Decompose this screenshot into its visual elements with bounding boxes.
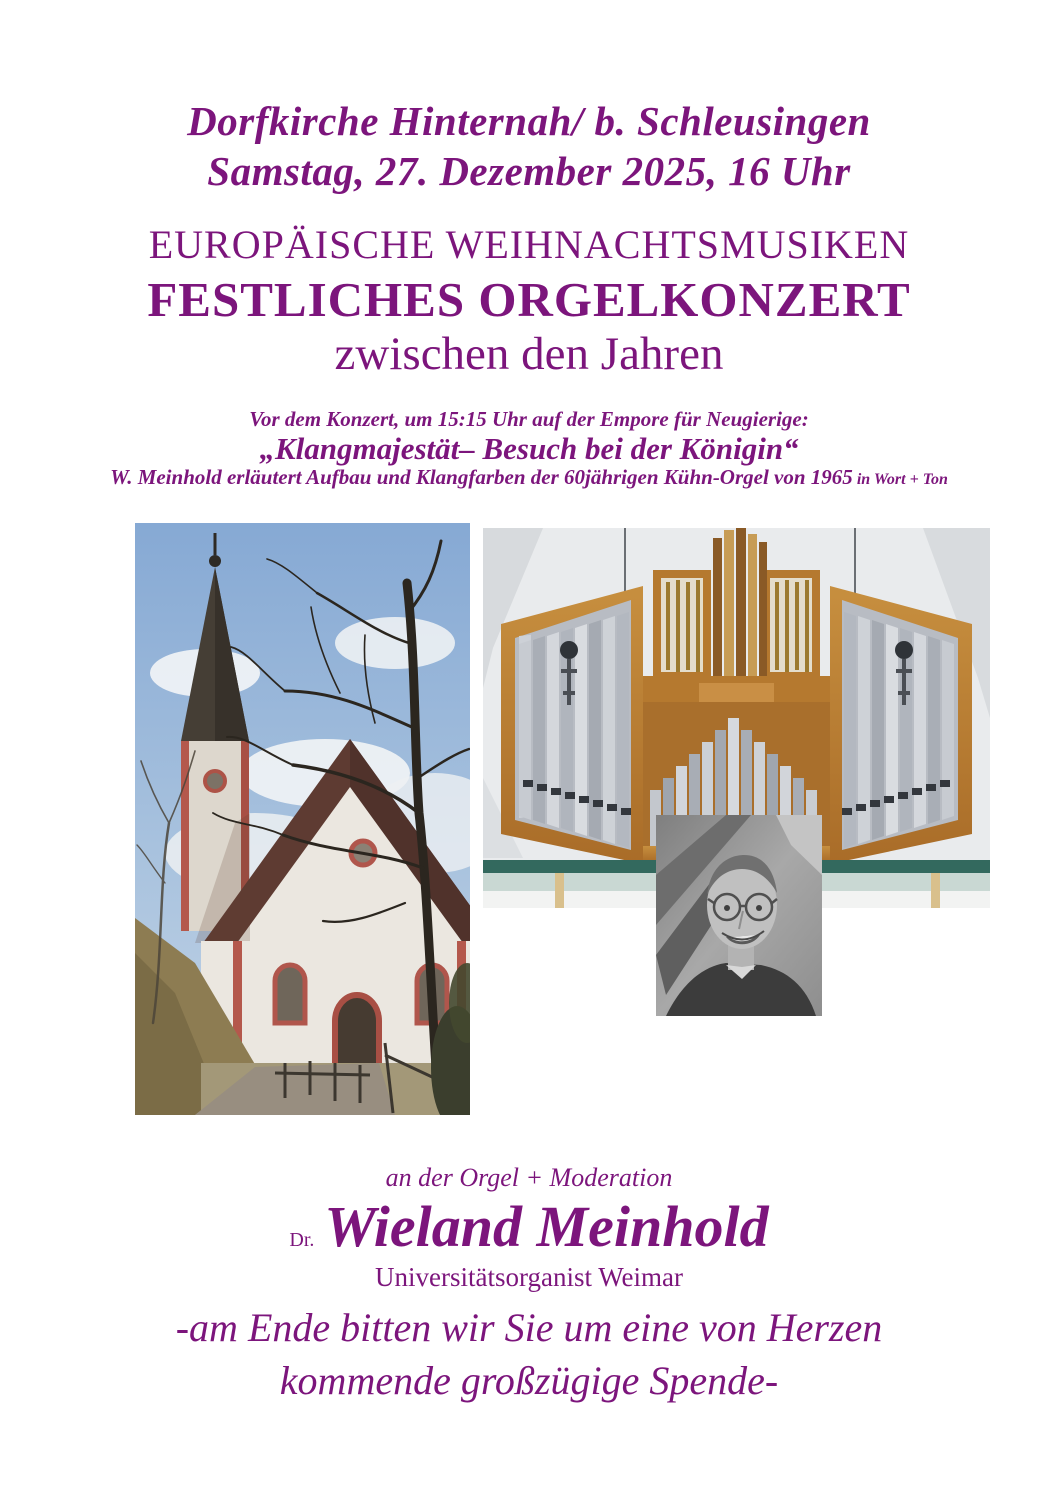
series-title: EUROPÄISCHE WEIHNACHTSMUSIKEN: [148, 222, 910, 267]
venue-and-date: [0, 96, 1058, 196]
artist-name: Wieland Meinhold: [324, 1194, 769, 1259]
preconcert-detail-main: W. Meinhold erläutert Aufbau und Klangfarben der 60jährigen Kühn-Orgel von 1965: [110, 465, 853, 489]
donation-appeal-line2: kommende großzügige Spende-: [279, 1358, 779, 1403]
donation-appeal-line1: -am Ende bitten wir Sie um eine von Herzen: [175, 1305, 883, 1350]
artist-position: Universitätsorganist Weimar: [374, 1262, 684, 1292]
artist-role: an der Orgel + Moderation: [385, 1163, 673, 1192]
church-photo: [135, 523, 470, 1115]
preconcert-intro: Vor dem Konzert, um 15:15 Uhr auf der Empore für Neugierige:: [249, 407, 809, 431]
main-title: FESTLICHES ORGELKONZERT: [147, 272, 911, 327]
preconcert-detail: [0, 465, 1058, 490]
subtitle: zwischen den Jahren: [334, 328, 724, 380]
artist-title-prefix: Dr.: [289, 1229, 315, 1251]
preconcert-detail-tail: in Wort + Ton: [852, 471, 948, 488]
portrait-photo: [656, 815, 822, 1016]
preconcert-title: „Klangmajestät– Besuch bei der Königin“: [259, 431, 799, 466]
date-line: Samstag, 27. Dezember 2025, 16 Uhr: [207, 148, 851, 194]
venue-line: Dorfkirche Hinternah/ b. Schleusingen: [187, 98, 871, 144]
donation-appeal: [0, 1301, 1058, 1407]
